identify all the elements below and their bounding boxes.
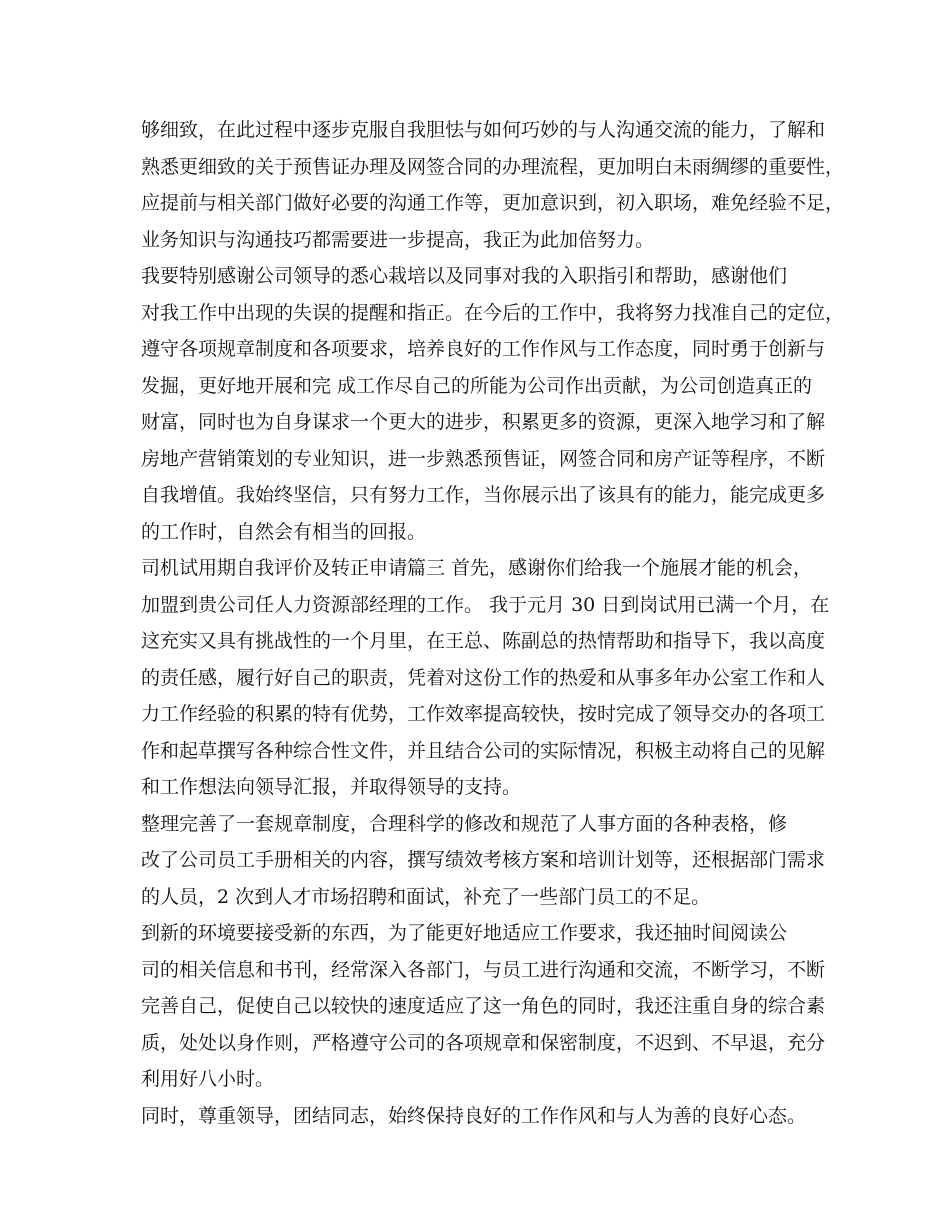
paragraph [141,550,831,806]
paragraph [141,915,831,1098]
text-line: 的工作时，自然会有相当的回报。 [141,520,427,543]
paragraph [141,1098,831,1135]
text-line: 的人员，2 次到人才市场招聘和面试，补充了一些部门员工的不足。 [141,885,711,908]
text-line: 整理完善了一套规章制度，合理科学的修改和规范了人事方面的各种表格，修 [141,812,788,835]
text-line: 够细致，在此过程中逐步克服自我胆怯与如何巧妙的与人沟通交流的能力，了解和 [141,119,826,141]
text-line: 对我工作中出现的失误的提醒和指正。在今后的工作中，我将努力找准自己的定位， [141,301,845,324]
text-line: 完善自己，促使自己以较快的速度适应了这一角色的同时，我还注重自身的综合素 [141,995,826,1017]
text-line: 遵守各项规章制度和各项要求，培养良好的工作作风与工作态度，同时勇于创新与 [141,338,826,360]
paragraph [141,112,845,258]
text-line: 同时，尊重领导，团结同志，始终保持良好的工作作风和与人为善的良好心态。 [141,1104,807,1127]
text-line: 利用好八小时。 [141,1068,275,1090]
text-line: 质，处处以身作则，严格遵守公司的各项规章和保密制度，不迟到、不早退，充分 [141,1031,826,1054]
text-line: 加盟到贵公司任人力资源部经理的工作。 我于元月 30 日到岗试用已满一个月，在 [141,593,830,616]
text-line: 改了公司员工手册相关的内容，撰写绩效考核方案和培训计划等，还根据部门需求 [141,849,826,871]
text-line: 熟悉更细致的关于预售证办理及网签合同的办理流程，更加明白未雨绸缪的重要性， [141,155,845,178]
text-line: 力工作经验的积累的特有优势，工作效率提高较快，按时完成了领导交办的各项工 [141,703,826,725]
paragraph [141,258,845,550]
text-line: 的责任感，履行好自己的职责，凭着对这份工作的热爱和从事多年办公室工作和人 [141,666,826,689]
text-line: 业务知识与沟通技巧都需要进一步提高，我正为此加倍努力。 [141,228,655,251]
text-line: 自我增值。我始终坚信，只有努力工作，当你展示出了该具有的能力，能完成更多 [141,484,826,506]
text-line: 作和起草撰写各种综合性文件，并且结合公司的实际情况，积极主动将自己的见解 [141,739,826,762]
paragraph [141,806,831,916]
text-line: 发掘，更好地开展和完 成工作尽自己的所能为公司作出贡献，为公司创造真正的 [141,374,813,397]
text-line: 司机试用期自我评价及转正申请篇三 首先，感谢你们给我一个施展才能的机会， [141,557,813,579]
text-line: 我要特别感谢公司领导的悉心栽培以及同事对我的入职指引和帮助，感谢他们 [141,265,788,287]
document-body [141,112,845,1134]
text-line: 财富，同时也为自身谋求一个更大的进步，积累更多的资源，更深入地学习和了解 [141,411,826,433]
text-line: 到新的环境要接受新的东西，为了能更好地适应工作要求，我还抽时间阅读公 [141,922,788,944]
text-line: 应提前与相关部门做好必要的沟通工作等，更加意识到，初入职场，难免经验不足， [141,192,845,214]
text-line: 这充实又具有挑战性的一个月里，在王总、陈副总的热情帮助和指导下，我以高度 [141,630,826,652]
text-line: 房地产营销策划的专业知识，进一步熟悉预售证，网签合同和房产证等程序，不断 [141,447,826,470]
text-line: 司的相关信息和书刊，经常深入各部门，与员工进行沟通和交流，不断学习，不断 [141,958,826,981]
text-line: 和工作想法向领导汇报，并取得领导的支持。 [141,776,522,798]
